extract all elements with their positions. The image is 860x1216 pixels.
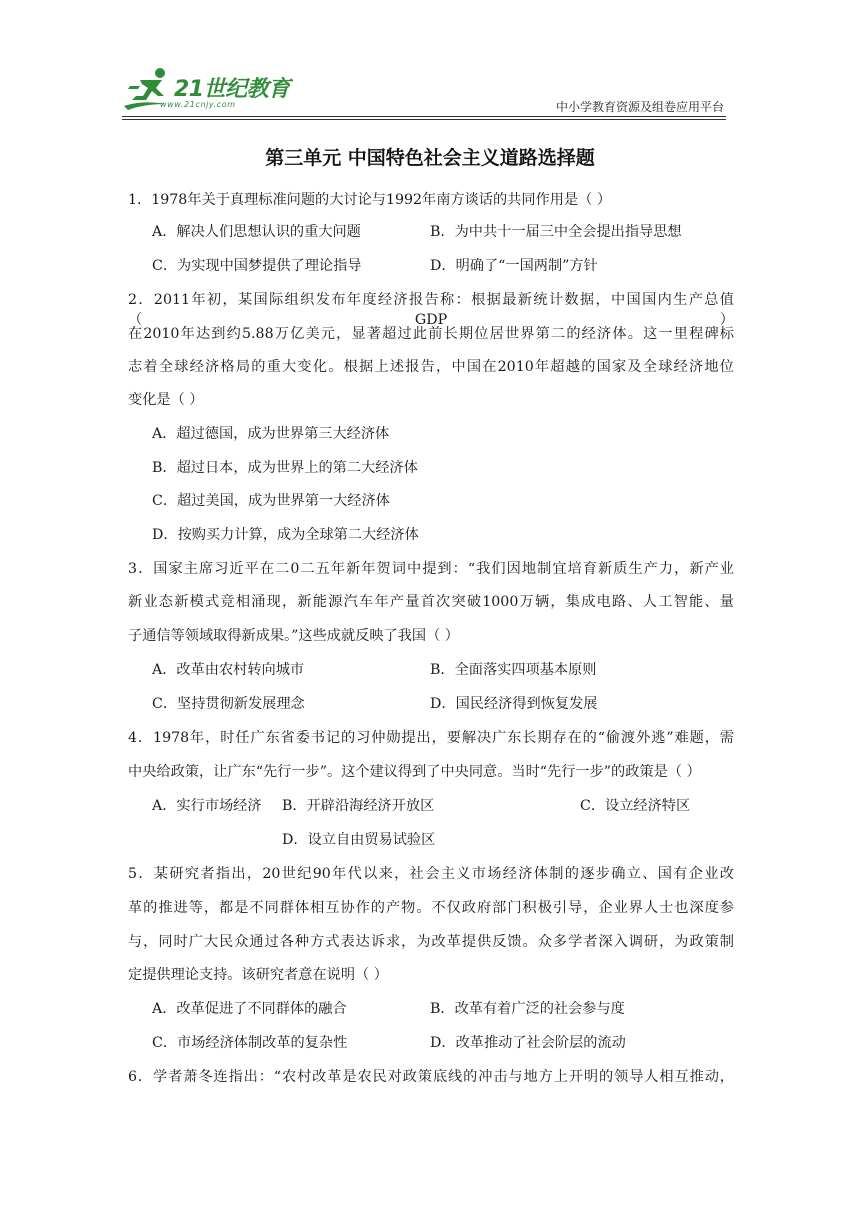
platform-label: 中小学教育资源及组卷应用平台 bbox=[555, 100, 724, 114]
header-divider bbox=[122, 119, 726, 120]
question-5-option-b: B．改革有着广泛的社会参与度 bbox=[430, 1001, 625, 1017]
question-1-option-a: A．解决人们思想认识的重大问题 bbox=[152, 224, 361, 240]
question-3-stem-line-3: 子通信等领域取得新成果。”这些成就反映了我国（ ） bbox=[128, 628, 459, 644]
question-1-option-d: D．明确了“一国两制”方针 bbox=[430, 258, 598, 274]
question-2-stem-line-2: 在2010年达到约5.88万亿美元，显著超过此前长期位居世界第二的经济体。这一里程碑标 bbox=[128, 326, 734, 342]
header-divider bbox=[122, 116, 726, 117]
question-2-option-d: D．按购买力计算，成为全球第二大经济体 bbox=[152, 527, 419, 543]
question-4-stem-line-2: 中央给政策，让广东“先行一步”。这个建议得到了中央同意。当时“先行一步”的政策是（ ） bbox=[128, 764, 701, 780]
page-title: 第三单元 中国特色社会主义道路选择题 bbox=[265, 147, 595, 169]
question-2-option-b: B．超过日本，成为世界上的第二大经济体 bbox=[152, 460, 418, 476]
question-5-stem-line-4: 定提供理论支持。该研究者意在说明（ ） bbox=[128, 967, 388, 983]
question-3-option-a: A．改革由农村转向城市 bbox=[152, 662, 305, 678]
question-5-option-a: A．改革促进了不同群体的融合 bbox=[152, 1001, 347, 1017]
question-5-stem-line-2: 革的推进等，都是不同群体相互协作的产物。不仅政府部门积极引导，企业界人士也深度参 bbox=[128, 900, 734, 916]
question-5-stem-line-1: 5．某研究者指出，20世纪90年代以来，社会主义市场经济体制的逐步确立、国有企业改 bbox=[128, 866, 734, 882]
question-4-option-a: A．实行市场经济 bbox=[152, 798, 262, 814]
question-5-option-d: D．改革推动了社会阶层的流动 bbox=[430, 1035, 626, 1051]
question-1-option-c: C．为实现中国梦提供了理论指导 bbox=[152, 258, 362, 274]
question-1-option-b: B．为中共十一届三中全会提出指导思想 bbox=[430, 224, 682, 240]
question-4-option-b: B．开辟沿海经济开放区 bbox=[282, 798, 435, 814]
question-2-stem-line-4: 变化是（ ） bbox=[128, 392, 204, 408]
question-1-stem: 1．1978年关于真理标准问题的大讨论与1992年南方谈话的共同作用是（ ） bbox=[128, 192, 612, 208]
question-5-stem-line-3: 与，同时广大民众通过各种方式表达诉求，为改革提供反馈。众多学者深入调研，为政策制 bbox=[128, 934, 734, 950]
question-3-option-b: B．全面落实四项基本原则 bbox=[430, 662, 597, 678]
question-2-option-a: A．超过德国，成为世界第三大经济体 bbox=[152, 426, 390, 442]
question-3-option-d: D．国民经济得到恢复发展 bbox=[430, 696, 598, 712]
question-3-stem-line-2: 新业态新模式竞相涌现，新能源汽车年产量首次突破1000万辆，集成电路、人工智能、量 bbox=[128, 594, 734, 610]
question-2-stem-line-1: 2．2011年初，某国际组织发布年度经济报告称：根据最新统计数据，中国国内生产总值（GDP） bbox=[128, 292, 734, 328]
question-6-stem-line-1: 6．学者萧冬连指出：“农村改革是农民对政策底线的冲击与地方上开明的领导人相互推动， bbox=[128, 1069, 734, 1085]
logo bbox=[122, 66, 302, 116]
question-5-option-c: C．市场经济体制改革的复杂性 bbox=[152, 1035, 348, 1051]
question-2-option-c: C．超过美国，成为世界第一大经济体 bbox=[152, 493, 390, 509]
logo-text: 21世纪教育 bbox=[174, 77, 290, 102]
question-4-option-d: D．设立自由贸易试验区 bbox=[282, 832, 436, 848]
question-4-option-c: C．设立经济特区 bbox=[580, 798, 691, 814]
question-2-stem-line-3: 志着全球经济格局的重大变化。根据上述报告，中国在2010年超越的国家及全球经济地位 bbox=[128, 359, 734, 375]
question-3-stem-line-1: 3．国家主席习近平在二0二五年新年贺词中提到：“我们因地制宜培育新质生产力，新产业 bbox=[128, 561, 734, 577]
page-header bbox=[122, 66, 726, 118]
question-3-option-c: C．坚持贯彻新发展理念 bbox=[152, 696, 305, 712]
logo-url: www.21cnjy.com bbox=[160, 100, 236, 109]
question-4-stem-line-1: 4．1978年，时任广东省委书记的习仲勋提出，要解决广东长期存在的“偷渡外逃”难题，需 bbox=[128, 730, 734, 746]
